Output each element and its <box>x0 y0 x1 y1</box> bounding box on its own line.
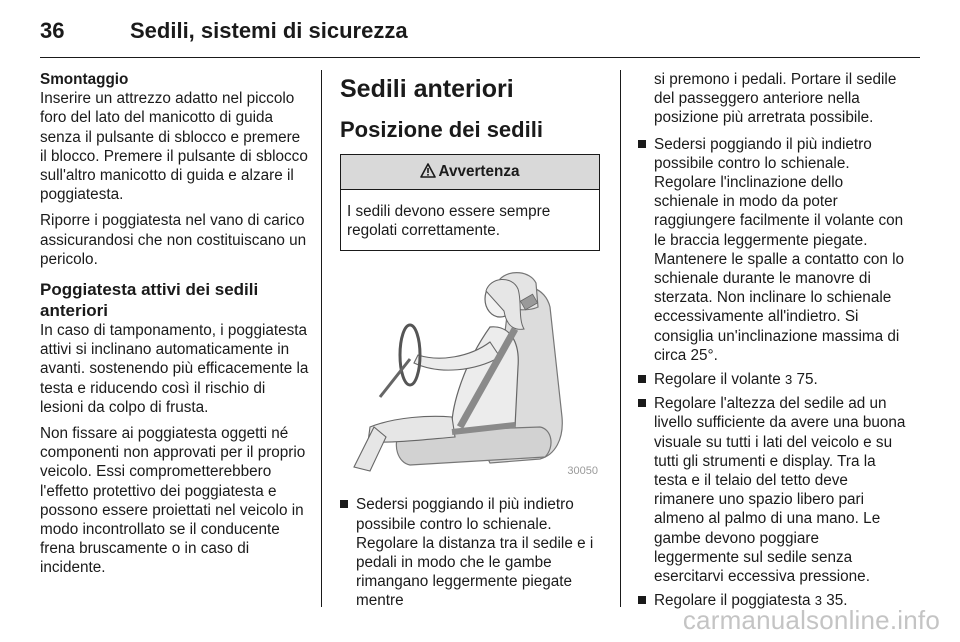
active-headrest-paragraph-2: Non fissare ai poggiatesta oggetti né componenti non approvati per il proprio veicolo. Essi comprometterebbero l'effetto protettivo dei poggiatesta e possono essere proiettati nel veicolo in modo incontrollato se il conducente frena bruscamente o in caso di incidente. <box>40 425 306 577</box>
bullet-square-icon <box>638 596 646 604</box>
figure-number: 30050 <box>567 465 598 478</box>
warning-icon <box>420 157 436 191</box>
bullet-text: Regolare il volante <box>654 371 781 389</box>
page-header <box>40 18 920 50</box>
seat-posture-drawing <box>340 267 602 483</box>
smontaggio-paragraph-1: Inserire un attrezzo adatto nel piccolo foro del lato del manicotto di guida senza il pulsante di sblocco e premere il blocco. Premere il pulsante di sblocco sull'altro manicotto di guida e alzare il poggiatesta. <box>40 90 308 204</box>
bullet-square-icon <box>340 500 348 508</box>
column-divider-1 <box>321 70 322 607</box>
column-left <box>40 70 310 585</box>
bullet-text: Sedersi poggiando il più indietro possibile contro lo schienale. Regolare l'inclinazione dello schienale in modo da poter raggiungere facilmente il volante con le braccia leggermente piegate. Mantenere le spalle a contatto con lo schienale durante le manovre di sterzata. Non inclinare lo schienale eccessivamente all'indietro. Si consiglia un'inclinazione massima di circa 25°. <box>654 135 905 364</box>
page-number: 36 <box>40 18 65 43</box>
driver-seat-illustration <box>340 267 602 483</box>
list-item <box>638 370 908 389</box>
bullet-text: Sedersi poggiando il più indietro possibile contro lo schienale. Regolare la distanza tra il sedile e i pedali in modo che le gambe rimangano leggermente piegate mentre <box>356 496 594 610</box>
section-title: Sedili, sistemi di sicurezza <box>130 18 408 43</box>
warning-title-text: Avvertenza <box>438 163 520 180</box>
page-reference-icon: 3 <box>814 593 822 609</box>
bullet-square-icon <box>638 375 646 383</box>
watermark: carmanualsonline.info <box>682 605 940 635</box>
seat-position-heading: Posizione dei sedili <box>340 117 543 142</box>
bullet-square-icon <box>638 399 646 407</box>
active-headrest-paragraph-1: In caso di tamponamento, i poggiatesta attivi si inclinano automaticamente in avanti. sostenendo più efficacemente la testa e riducendo così il rischio di lesioni da colpo di frusta. <box>40 322 309 416</box>
list-item <box>638 394 908 586</box>
page-reference[interactable]: 35. <box>826 592 848 610</box>
smontaggio-heading: Smontaggio <box>40 71 129 88</box>
page-reference[interactable]: 75. <box>796 371 818 389</box>
list-item <box>638 135 908 365</box>
bullet-continuation: si premono i pedali. Portare il sedile del passeggero anteriore nella posizione più arretrata possibile. <box>654 71 897 127</box>
header-rule <box>40 57 920 58</box>
bullet-square-icon <box>638 140 646 148</box>
seat-bullets-list-continued <box>638 135 908 611</box>
seat-bullets-list <box>340 495 602 610</box>
smontaggio-paragraph-2: Riporre i poggiatesta nel vano di carico assicurandosi che non costituiscano un pericolo. <box>40 212 307 268</box>
warning-text: I sedili devono essere sempre regolati correttamente. <box>347 203 551 240</box>
bullet-text: Regolare l'altezza del sedile ad un livello sufficiente da avere una buona visuale su tutti i lati del veicolo e su tutti gli strumenti e display. Tra la testa e il telaio del tetto deve rimanere uno spazio libero pari almeno al palmo di una mano. Le gambe devono poggiare leggermente sul sedile senza esercitarvi eccessiva pressione. <box>654 395 906 586</box>
column-right <box>638 70 908 615</box>
bullet-text: Regolare il poggiatesta <box>654 592 811 610</box>
active-headrest-heading: Poggiatesta attivi dei sedili anteriori <box>40 280 259 321</box>
page-reference-icon: 3 <box>784 372 793 388</box>
warning-title <box>341 155 599 190</box>
list-item <box>340 495 602 610</box>
front-seats-heading: Sedili anteriori <box>340 75 514 103</box>
column-divider-2 <box>620 70 621 607</box>
warning-box <box>340 154 600 251</box>
column-middle <box>340 70 602 616</box>
